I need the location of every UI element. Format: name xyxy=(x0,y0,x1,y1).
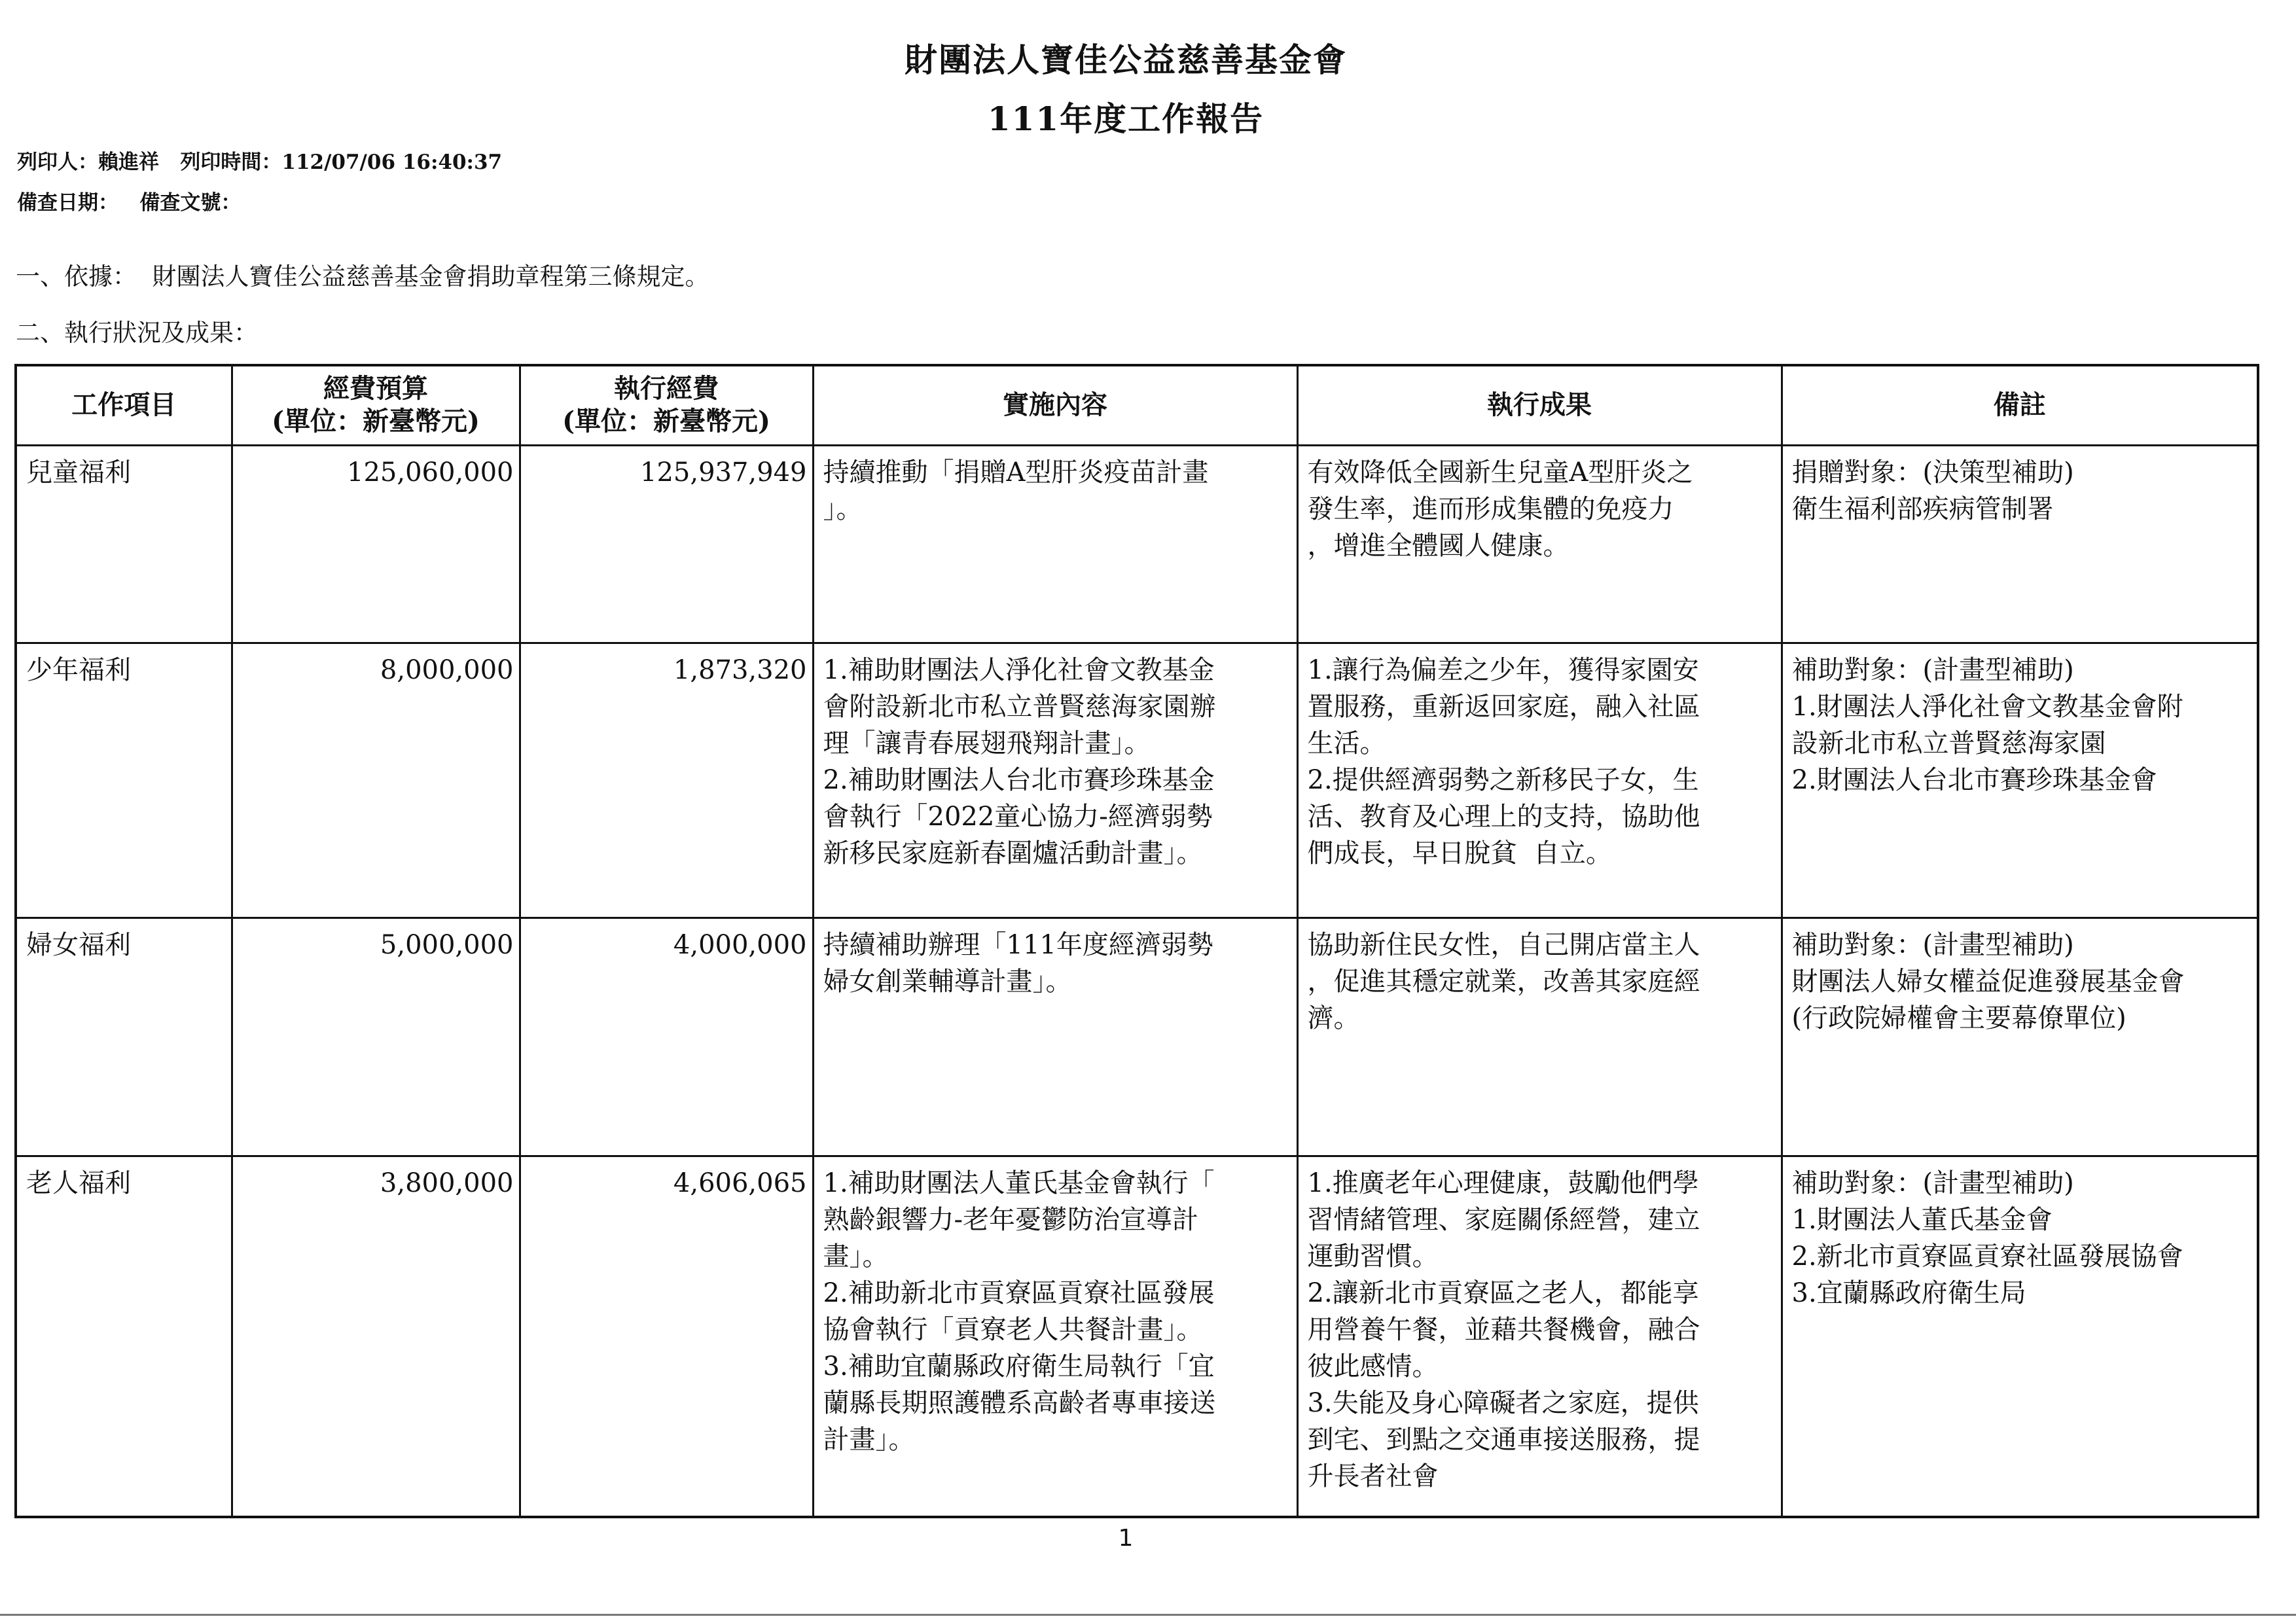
content-line: 」。 xyxy=(823,493,863,524)
row-content xyxy=(813,643,1297,918)
result-line: 置服務，重新返回家庭，融入社區 xyxy=(1307,691,1700,722)
result-line: 1.讓行為偏差之少年，獲得家園安 xyxy=(1307,654,1699,685)
content-line: 蘭縣長期照護體系高齡者專車接送 xyxy=(823,1387,1216,1418)
report-title: 111年度工作報告 xyxy=(987,99,1265,138)
header-spent-label: 執行經費 xyxy=(614,373,719,404)
result-line: 活、教育及心理上的支持，協助他 xyxy=(1307,801,1700,832)
result-line: 生活。 xyxy=(1307,728,1386,758)
content-line: 理「讓青春展翅飛翔計畫」。 xyxy=(823,728,1151,758)
content-line: 2.補助財團法人台北市賽珍珠基金 xyxy=(823,764,1215,795)
row-spent: 4,000,000 xyxy=(520,918,813,1156)
filing-info: 備查日期： 備查文號： xyxy=(17,191,242,215)
content-line: 3.補助宜蘭縣政府衛生局執行「宜 xyxy=(823,1351,1215,1382)
row-item: 兒童福利 xyxy=(16,445,232,643)
content-line: 協會執行「貢寮老人共餐計畫」。 xyxy=(823,1314,1203,1345)
status-heading: 二、執行狀況及成果： xyxy=(16,319,258,347)
note-line: 財團法人婦女權益促進發展基金會 xyxy=(1791,966,2185,997)
row-note xyxy=(1782,643,2258,918)
result-line: 有效降低全國新生兒童A型肝炎之 xyxy=(1307,457,1693,488)
header-budget-label: 經費預算 xyxy=(323,373,428,404)
header-note: 備註 xyxy=(1782,365,2258,445)
header-spent-unit: (單位：新臺幣元) xyxy=(562,406,770,437)
result-line: 濟。 xyxy=(1307,1003,1360,1033)
content-line: 婦女創業輔導計畫」。 xyxy=(823,966,1072,997)
work-report-table xyxy=(14,364,2259,1518)
note-line: 3.宜蘭縣政府衛生局 xyxy=(1791,1277,2026,1308)
result-line: 習情緒管理、家庭關係經營，建立 xyxy=(1307,1204,1700,1235)
result-line: 們成長，早日脫貧 自立。 xyxy=(1307,838,1612,868)
row-budget: 8,000,000 xyxy=(232,643,520,918)
content-line: 畫」。 xyxy=(823,1241,889,1272)
row-spent: 4,606,065 xyxy=(520,1156,813,1517)
note-line: 設新北市私立普賢慈海家園 xyxy=(1791,728,2106,758)
row-item: 老人福利 xyxy=(16,1156,232,1517)
row-budget: 125,060,000 xyxy=(232,445,520,643)
page-number: 1 xyxy=(1118,1525,1134,1552)
content-line: 2.補助新北市貢寮區貢寮社區發展 xyxy=(823,1277,1215,1308)
page-bottom-edge xyxy=(0,1614,2296,1616)
content-line: 計畫」。 xyxy=(823,1424,915,1455)
header-item: 工作項目 xyxy=(16,365,232,445)
header-budget xyxy=(232,365,520,445)
basis-statement: 一、依據： 財團法人寶佳公益慈善基金會捐助章程第三條規定。 xyxy=(16,262,709,291)
header-content: 實施內容 xyxy=(813,365,1297,445)
content-line: 持續推動「捐贈A型肝炎疫苗計畫 xyxy=(823,457,1209,488)
row-note xyxy=(1782,1156,2258,1517)
printer-info: 列印人：賴進祥 列印時間：112/07/06 16:40:37 xyxy=(17,151,503,174)
note-line: 補助對象：(計畫型補助) xyxy=(1791,929,2074,960)
content-line: 1.補助財團法人淨化社會文教基金 xyxy=(823,654,1215,685)
row-spent: 125,937,949 xyxy=(520,445,813,643)
row-item: 少年福利 xyxy=(16,643,232,918)
row-content xyxy=(813,445,1297,643)
content-line: 熟齡銀響力-老年憂鬱防治宣導計 xyxy=(823,1204,1199,1235)
result-line: 協助新住民女性，自己開店當主人 xyxy=(1307,929,1700,960)
row-item: 婦女福利 xyxy=(16,918,232,1156)
result-line: 1.推廣老年心理健康，鼓勵他們學 xyxy=(1307,1168,1699,1198)
result-line: 2.讓新北市貢寮區之老人，都能享 xyxy=(1307,1277,1699,1308)
result-line: ，增進全體國人健康。 xyxy=(1307,530,1570,561)
header-budget-unit: (單位：新臺幣元) xyxy=(272,406,480,437)
row-note xyxy=(1782,918,2258,1156)
result-line: 3.失能及身心障礙者之家庭，提供 xyxy=(1307,1387,1699,1418)
result-line: 彼此感情。 xyxy=(1307,1351,1439,1382)
note-line: 2.財團法人台北市賽珍珠基金會 xyxy=(1791,764,2157,795)
row-result xyxy=(1297,918,1782,1156)
content-line: 會附設新北市私立普賢慈海家園辦 xyxy=(823,691,1216,722)
row-budget: 3,800,000 xyxy=(232,1156,520,1517)
note-line: 1.財團法人淨化社會文教基金會附 xyxy=(1791,691,2183,722)
content-line: 會執行「2022童心協力-經濟弱勢 xyxy=(823,801,1213,832)
row-result xyxy=(1297,643,1782,918)
header-spent xyxy=(520,365,813,445)
table-row xyxy=(16,643,2258,918)
note-line: 補助對象：(計畫型補助) xyxy=(1791,654,2074,685)
row-result xyxy=(1297,1156,1782,1517)
note-line: 1.財團法人董氏基金會 xyxy=(1791,1204,2053,1235)
note-line: (行政院婦權會主要幕僚單位) xyxy=(1791,1003,2126,1033)
content-line: 1.補助財團法人董氏基金會執行「 xyxy=(823,1168,1215,1198)
result-line: 到宅、到點之交通車接送服務，提 xyxy=(1307,1424,1700,1455)
content-line: 新移民家庭新春圍爐活動計畫」。 xyxy=(823,838,1203,868)
table-header-row xyxy=(16,365,2258,445)
table-row xyxy=(16,445,2258,643)
note-line: 補助對象：(計畫型補助) xyxy=(1791,1168,2074,1198)
row-content xyxy=(813,1156,1297,1517)
row-content xyxy=(813,918,1297,1156)
row-note xyxy=(1782,445,2258,643)
row-result xyxy=(1297,445,1782,643)
result-line: 升長者社會 xyxy=(1307,1461,1439,1491)
result-line: 發生率，進而形成集體的免疫力 xyxy=(1307,493,1674,524)
note-line: 捐贈對象：(決策型補助) xyxy=(1791,457,2074,488)
result-line: 運動習慣。 xyxy=(1307,1241,1439,1272)
result-line: 用營養午餐，並藉共餐機會，融合 xyxy=(1307,1314,1700,1345)
organization-title: 財團法人寶佳公益慈善基金會 xyxy=(905,41,1347,79)
table-row xyxy=(16,1156,2258,1517)
row-spent: 1,873,320 xyxy=(520,643,813,918)
row-budget: 5,000,000 xyxy=(232,918,520,1156)
result-line: 2.提供經濟弱勢之新移民子女，生 xyxy=(1307,764,1699,795)
note-line: 2.新北市貢寮區貢寮社區發展協會 xyxy=(1791,1241,2183,1272)
result-line: ，促進其穩定就業，改善其家庭經 xyxy=(1307,966,1700,997)
content-line: 持續補助辦理「111年度經濟弱勢 xyxy=(823,929,1213,960)
table-row xyxy=(16,918,2258,1156)
note-line: 衛生福利部疾病管制署 xyxy=(1791,493,2054,524)
header-result: 執行成果 xyxy=(1297,365,1782,445)
